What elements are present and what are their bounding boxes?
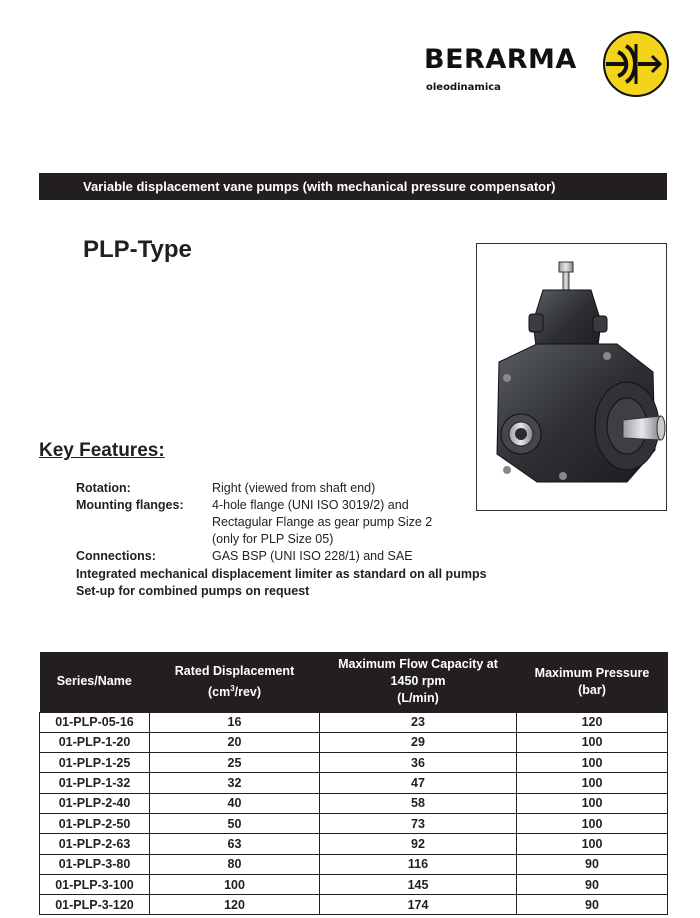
- vane-pump-illustration: [477, 244, 666, 510]
- table-row: [40, 732, 668, 752]
- table-cell: 90: [517, 854, 668, 874]
- header-text: /rev): [234, 684, 262, 699]
- header-text: Rated Displacement: [174, 663, 295, 678]
- logo-wordmark: BERARMA: [424, 44, 577, 75]
- feature-note-limiter: Integrated mechanical displacement limiter as standard on all pumps: [76, 567, 487, 581]
- header-text: Series/Name: [56, 674, 132, 689]
- rotation-value: Right (viewed from shaft end): [212, 481, 376, 495]
- table-cell: 01-PLP-05-16: [40, 712, 150, 732]
- table-cell: 01-PLP-3-80: [40, 854, 150, 874]
- logo-tagline: oleodinamica: [426, 82, 501, 93]
- table-row: [40, 753, 668, 773]
- table-cell: 100: [517, 793, 668, 813]
- table-row: [40, 712, 668, 732]
- mounting-value-line2: Rectagular Flange as gear pump Size 2: [212, 515, 433, 529]
- mounting-value-line3: (only for PLP Size 05): [212, 532, 334, 546]
- table-cell: 01-PLP-3-120: [40, 895, 150, 915]
- logo-vane-icon: [602, 30, 670, 98]
- header-flow: [320, 652, 517, 712]
- table-cell: 32: [150, 773, 320, 793]
- table-cell: 100: [517, 732, 668, 752]
- table-cell: 25: [150, 753, 320, 773]
- table-cell: 100: [150, 874, 320, 894]
- header-pressure: [517, 652, 668, 712]
- table-cell: 01-PLP-1-32: [40, 773, 150, 793]
- table-cell: 100: [517, 834, 668, 854]
- mounting-value-line1: 4-hole flange (UNI ISO 3019/2) and: [212, 498, 409, 512]
- header-displacement: [150, 652, 320, 712]
- table-cell: 90: [517, 895, 668, 915]
- table-cell: 16: [150, 712, 320, 732]
- berarma-logo: [424, 30, 670, 100]
- header-text: Maximum Pressure: [534, 665, 650, 680]
- table-row: [40, 773, 668, 793]
- table-cell: 174: [320, 895, 517, 915]
- table-cell: 01-PLP-3-100: [40, 874, 150, 894]
- table-cell: 100: [517, 773, 668, 793]
- table-cell: 92: [320, 834, 517, 854]
- table-cell: 47: [320, 773, 517, 793]
- table-cell: 120: [150, 895, 320, 915]
- band-title: Variable displacement vane pumps (with mechanical pressure compensator): [83, 179, 556, 194]
- table-cell: 01-PLP-2-40: [40, 793, 150, 813]
- feature-note-combined: Set-up for combined pumps on request: [76, 584, 310, 598]
- table-cell: 01-PLP-1-25: [40, 753, 150, 773]
- header-series: [40, 652, 150, 712]
- key-features-heading: Key Features:: [39, 440, 165, 461]
- table-cell: 01-PLP-1-20: [40, 732, 150, 752]
- table-cell: 40: [150, 793, 320, 813]
- connections-value: GAS BSP (UNI ISO 228/1) and SAE: [212, 549, 413, 563]
- connections-label: Connections:: [76, 549, 156, 563]
- page-title: PLP-Type: [83, 236, 192, 263]
- table-cell: 50: [150, 813, 320, 833]
- table-cell: 100: [517, 813, 668, 833]
- table-cell: 29: [320, 732, 517, 752]
- table-cell: 36: [320, 753, 517, 773]
- table-cell: 73: [320, 813, 517, 833]
- header-text: Maximum Flow Capacity at: [338, 657, 498, 672]
- table-row: [40, 895, 668, 915]
- table-cell: 120: [517, 712, 668, 732]
- table-cell: 01-PLP-2-50: [40, 813, 150, 833]
- table-cell: 63: [150, 834, 320, 854]
- table-row: [40, 813, 668, 833]
- table-row: [40, 793, 668, 813]
- table-cell: 116: [320, 854, 517, 874]
- header-text: 1450 rpm: [390, 674, 446, 689]
- table-cell: 58: [320, 793, 517, 813]
- mounting-label: Mounting flanges:: [76, 498, 184, 512]
- table-row: [40, 874, 668, 894]
- table-cell: 23: [320, 712, 517, 732]
- section-band: [39, 173, 667, 200]
- table-row: [40, 834, 668, 854]
- rotation-label: Rotation:: [76, 481, 131, 495]
- table-cell: 100: [517, 753, 668, 773]
- table-cell: 80: [150, 854, 320, 874]
- product-photo: [476, 243, 667, 511]
- table-header-row: [40, 652, 668, 712]
- table-cell: 90: [517, 874, 668, 894]
- specs-table: [39, 652, 668, 915]
- header-text: 3: [230, 683, 235, 693]
- table-cell: 145: [320, 874, 517, 894]
- table-row: [40, 854, 668, 874]
- table-cell: 01-PLP-2-63: [40, 834, 150, 854]
- table-cell: 20: [150, 732, 320, 752]
- header-text: (L/min): [397, 691, 439, 706]
- header-text: (cm: [207, 684, 231, 699]
- header-text: (bar): [578, 682, 606, 697]
